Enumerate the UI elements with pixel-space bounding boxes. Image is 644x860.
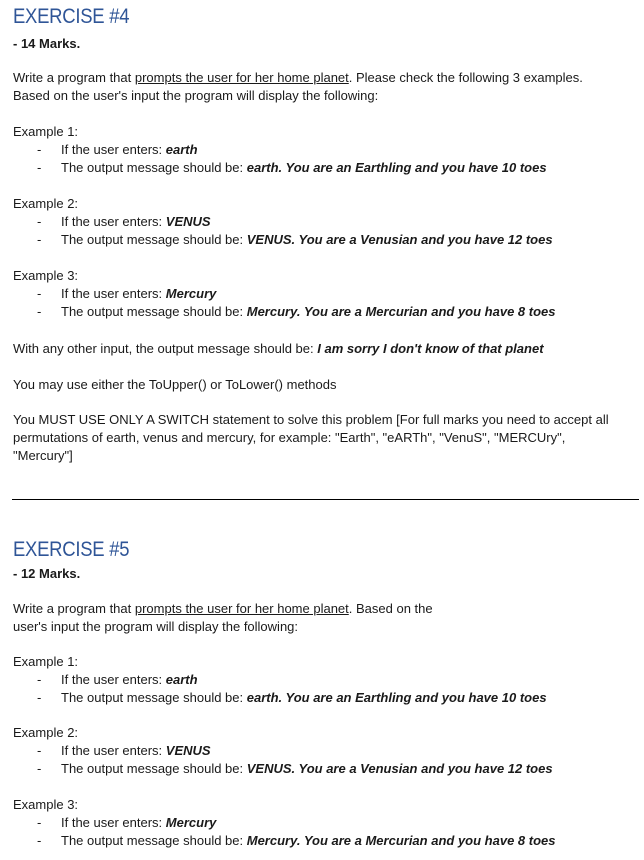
intro-text: Write a program that xyxy=(13,70,135,85)
bullet-dash: - xyxy=(37,232,42,247)
bullet-dash: - xyxy=(37,304,42,319)
input-prefix: If the user enters: xyxy=(61,815,166,830)
output-value: Mercury. You are a Mercurian and you have 8 toes xyxy=(246,833,556,848)
input-prefix: If the user enters: xyxy=(61,672,166,687)
input-value: earth xyxy=(165,142,198,157)
example-label: Example 2: xyxy=(13,725,79,740)
other-prefix: With any other input, the output message should be: xyxy=(13,341,318,356)
output-prefix: The output message should be: xyxy=(61,232,247,247)
input-prefix: If the user enters: xyxy=(61,142,166,157)
example-output-line xyxy=(61,761,553,776)
exercise-5-intro xyxy=(13,600,625,636)
intro-text-post: . Based on the xyxy=(348,601,433,616)
example-label: Example 2: xyxy=(13,196,79,211)
example-input-line xyxy=(61,286,216,301)
bullet-dash: - xyxy=(37,690,42,705)
example-input-line xyxy=(61,214,211,229)
output-prefix: The output message should be: xyxy=(61,761,247,776)
example-label: Example 3: xyxy=(13,268,79,283)
input-value: VENUS xyxy=(165,214,211,229)
bullet-dash: - xyxy=(37,672,42,687)
example-label: Example 1: xyxy=(13,654,79,669)
bullet-dash: - xyxy=(37,833,42,848)
other-input-line xyxy=(13,340,625,358)
input-prefix: If the user enters: xyxy=(61,743,166,758)
other-value: I am sorry I don't know of that planet xyxy=(317,341,544,356)
output-value: earth. You are an Earthling and you have 10 toes xyxy=(246,160,547,175)
output-value: Mercury. You are a Mercurian and you have 8 toes xyxy=(246,304,556,319)
intro-text-line2: Based on the user's input the program will display the following: xyxy=(13,88,379,103)
input-value: earth xyxy=(165,672,198,687)
bullet-dash: - xyxy=(37,214,42,229)
example-output-line xyxy=(61,690,547,705)
intro-underlined-text: prompts the user for her home planet xyxy=(134,601,349,616)
bullet-dash: - xyxy=(37,160,42,175)
switch-requirement xyxy=(13,411,625,465)
output-prefix: The output message should be: xyxy=(61,833,247,848)
example-output-line xyxy=(61,232,553,247)
input-prefix: If the user enters: xyxy=(61,214,166,229)
output-prefix: The output message should be: xyxy=(61,304,247,319)
bullet-dash: - xyxy=(37,743,42,758)
switch-line-1: You MUST USE ONLY A SWITCH statement to solve this problem [For full marks you need to accept all xyxy=(13,412,609,427)
section-divider xyxy=(12,499,639,500)
intro-text: Write a program that xyxy=(13,601,135,616)
output-value: VENUS. You are a Venusian and you have 12 toes xyxy=(246,232,553,247)
bullet-dash: - xyxy=(37,761,42,776)
exercise-5-title: EXERCISE #5 xyxy=(13,538,130,561)
example-output-line xyxy=(61,833,555,848)
example-input-line xyxy=(61,815,216,830)
exercise-4-intro xyxy=(13,69,625,105)
output-prefix: The output message should be: xyxy=(61,160,247,175)
input-value: Mercury xyxy=(165,286,217,301)
output-prefix: The output message should be: xyxy=(61,690,247,705)
example-label: Example 1: xyxy=(13,124,79,139)
example-label: Example 3: xyxy=(13,797,79,812)
switch-line-3: "Mercury"] xyxy=(13,448,73,463)
output-value: earth. You are an Earthling and you have 10 toes xyxy=(246,690,547,705)
intro-text-line2: user's input the program will display the following: xyxy=(13,619,299,634)
switch-line-2: permutations of earth, venus and mercury, for example: "Earth", "eARTh", "VenuS", "MERCUry", xyxy=(13,430,566,445)
example-output-line xyxy=(61,160,547,175)
input-value: VENUS xyxy=(165,743,211,758)
exercise-4-title: EXERCISE #4 xyxy=(13,5,130,28)
bullet-dash: - xyxy=(37,142,42,157)
bullet-dash: - xyxy=(37,815,42,830)
example-input-line xyxy=(61,142,198,157)
methods-line: You may use either the ToUpper() or ToLower() methods xyxy=(13,377,337,392)
intro-underlined-text: prompts the user for her home planet xyxy=(134,70,349,85)
example-input-line xyxy=(61,672,198,687)
example-input-line xyxy=(61,743,211,758)
exercise-4-marks: - 14 Marks. xyxy=(13,36,81,51)
example-output-line xyxy=(61,304,555,319)
input-prefix: If the user enters: xyxy=(61,286,166,301)
intro-text-post: . Please check the following 3 examples. xyxy=(348,70,583,85)
output-value: VENUS. You are a Venusian and you have 12 toes xyxy=(246,761,553,776)
bullet-dash: - xyxy=(37,286,42,301)
exercise-5-marks: - 12 Marks. xyxy=(13,566,81,581)
input-value: Mercury xyxy=(165,815,217,830)
